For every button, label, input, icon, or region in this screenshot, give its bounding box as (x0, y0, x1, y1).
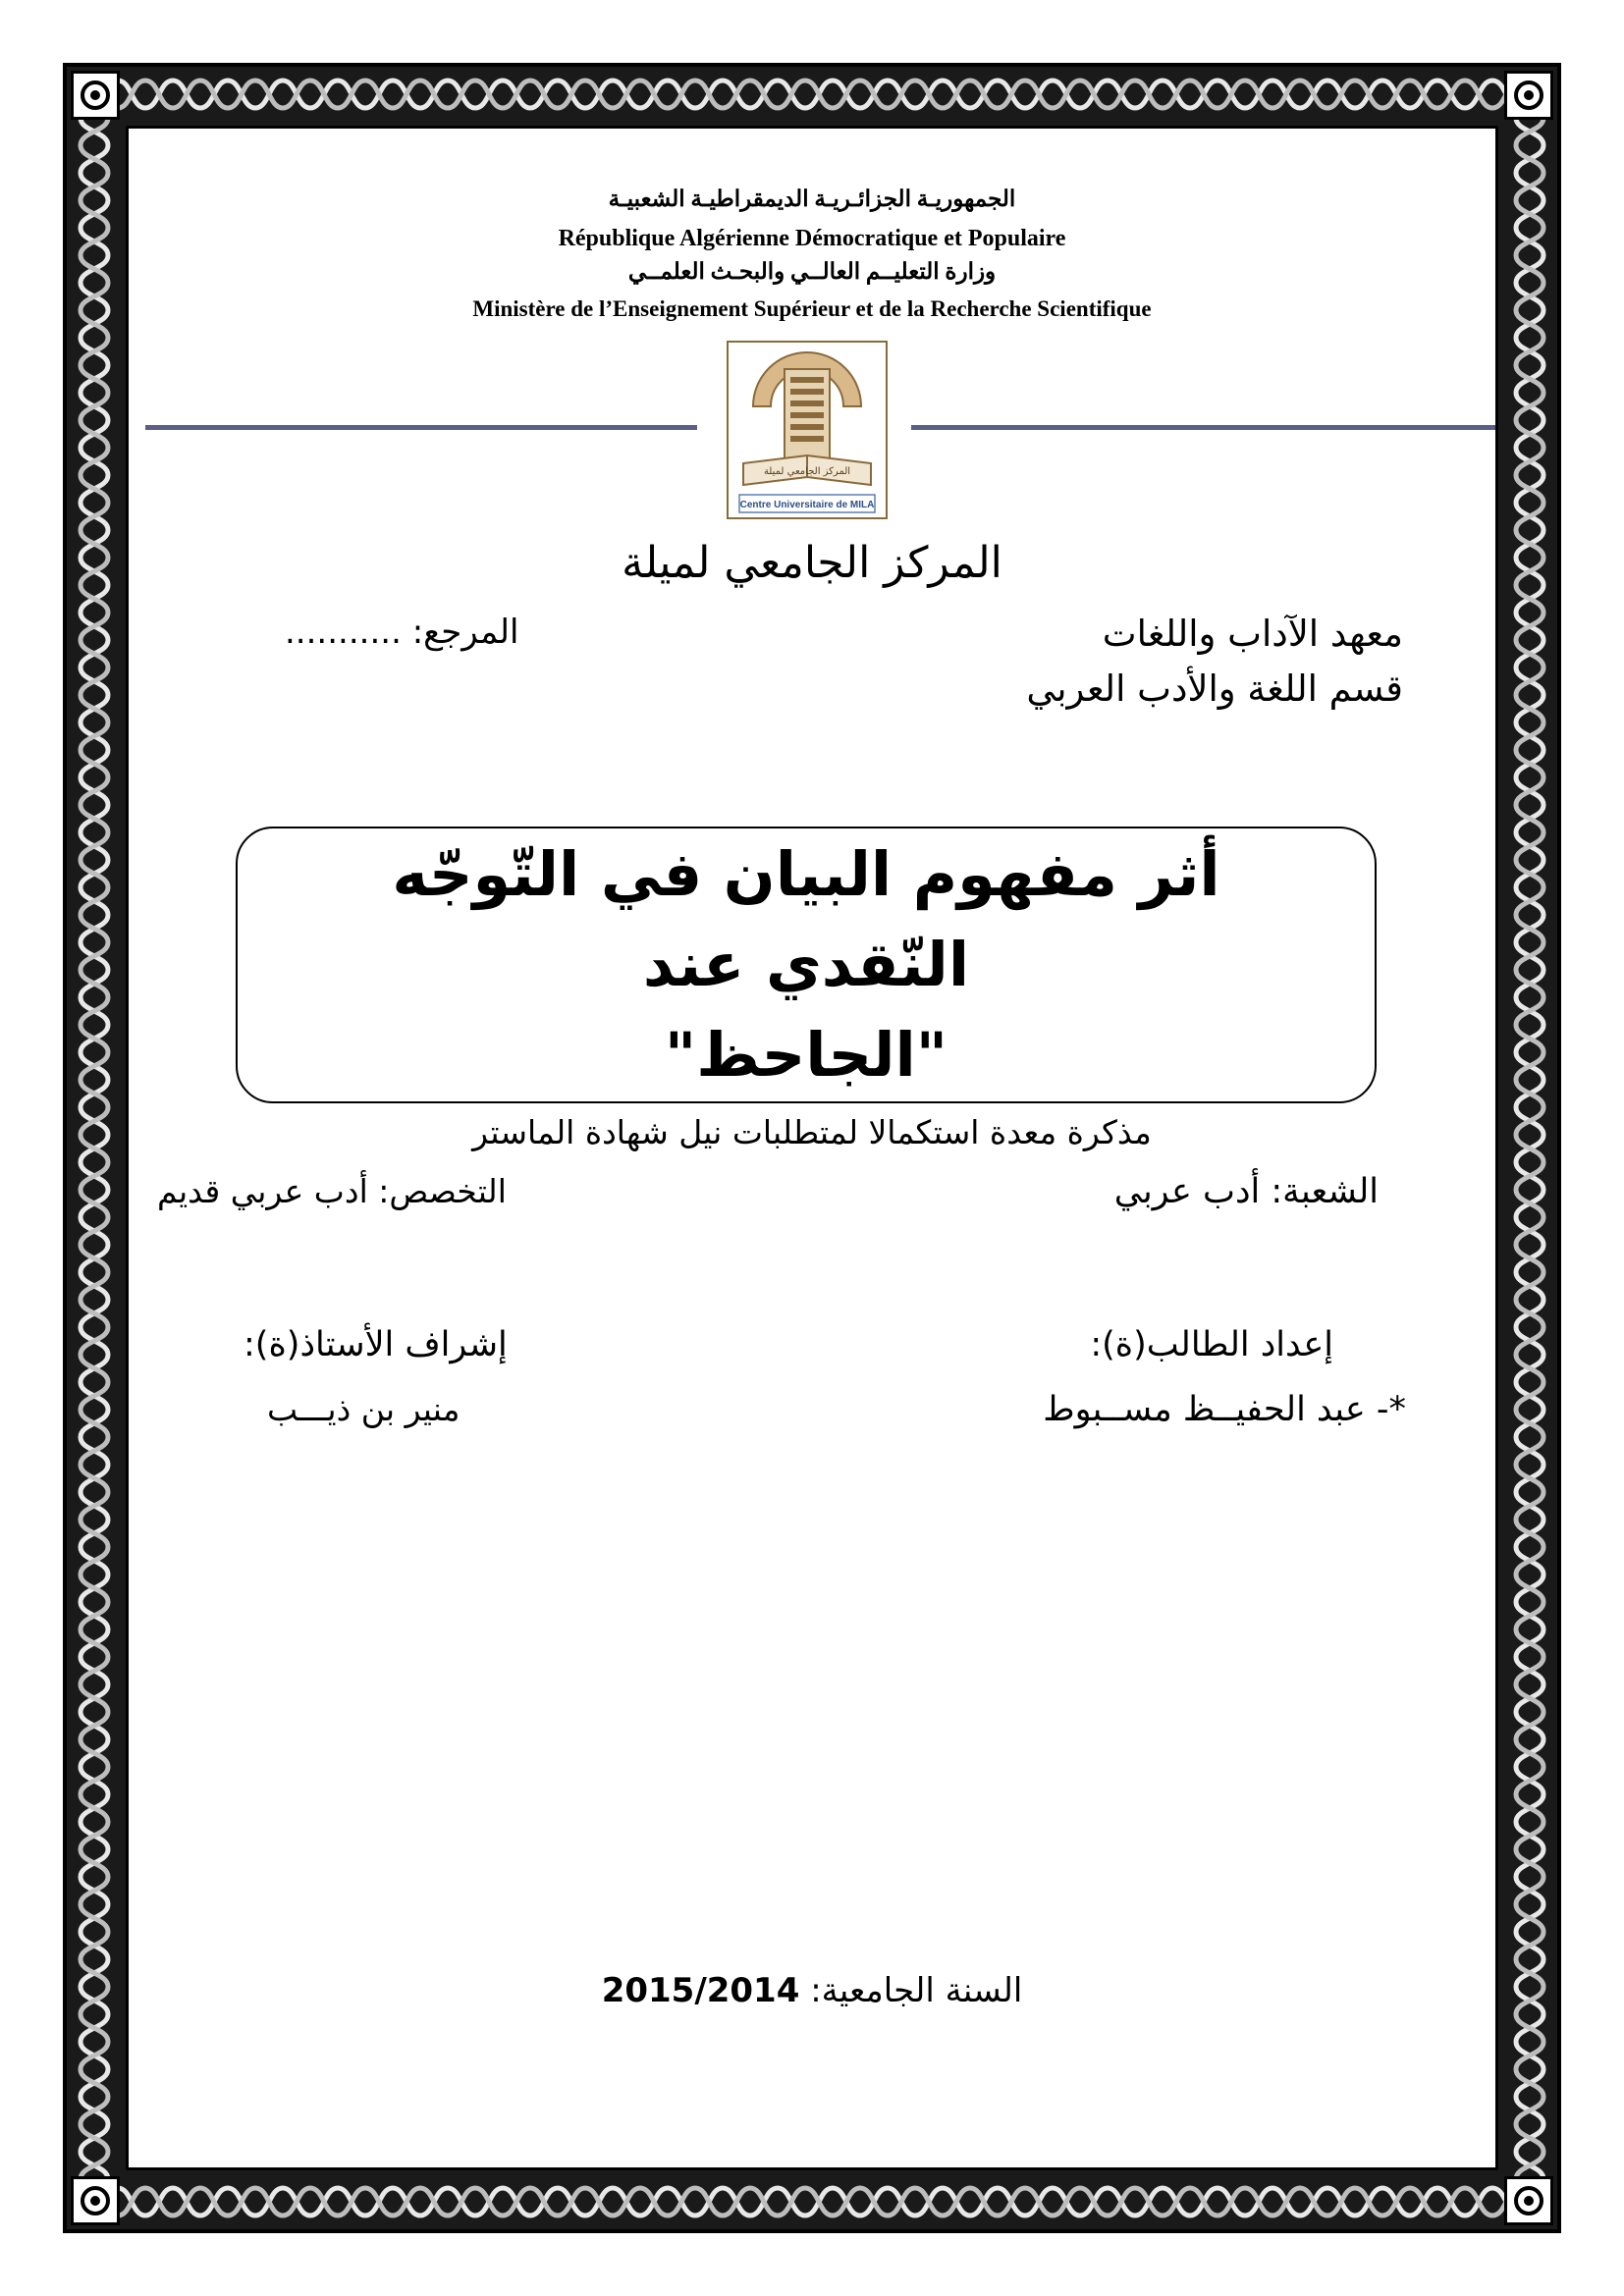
thesis-subtitle: مذكرة معدة استكمالا لمتطلبات نيل شهادة الماستر (472, 1113, 1152, 1151)
supervisor-label: إشراف الأستاذ(ة): (244, 1325, 508, 1364)
ministry-french: Ministère de l’Enseignement Supérieur et de la Recherche Scientifique (472, 296, 1152, 321)
border-corner-ornament (1504, 2176, 1553, 2225)
thesis-title-line-1: أثر مفهوم البيان في التّوجّه النّقدي عند (392, 838, 1220, 1000)
academic-year-value: 2015/2014 (601, 1971, 800, 2010)
institute-name: معهد الآداب واللغات (1102, 613, 1403, 655)
university-logo (724, 338, 891, 524)
border-corner-ornament (71, 2176, 120, 2225)
student-label: إعداد الطالب(ة): (1090, 1325, 1333, 1364)
thesis-title-box (236, 827, 1377, 1103)
logo-book-text: المركز الجامعي لميلة (763, 466, 851, 477)
border-braid-top (118, 71, 1506, 118)
institution-name: المركز الجامعي لميلة (622, 538, 1002, 588)
specialty-field: التخصص: أدب عربي قديم (157, 1172, 507, 1210)
ministry-arabic: وزارة التعليــم العالــي والبحـث العلمــي (627, 259, 997, 284)
supervisor-name: منير بن ذيـــب (267, 1390, 460, 1428)
header-divider-left (145, 425, 697, 430)
header-divider-right (911, 425, 1495, 430)
republic-arabic: الجمهوريـة الجزائـريـة الديمقراطيـة الشعبيـة (608, 187, 1016, 211)
thesis-title-line-2: "الجاحظ" (664, 1019, 948, 1091)
branch-field: الشعبة: أدب عربي (1113, 1172, 1379, 1211)
border-corner-ornament (1504, 71, 1553, 120)
academic-year-label: السنة الجامعية: (810, 1971, 1023, 2010)
border-braid-bottom (118, 2178, 1506, 2225)
academic-year (0, 1971, 1624, 2010)
border-corner-ornament (71, 71, 120, 120)
republic-french: République Algérienne Démocratique et Populaire (558, 226, 1066, 251)
thesis-title (286, 829, 1326, 1100)
student-name: *- عبد الحفيــظ مســبوط (1043, 1390, 1406, 1429)
reference-number: المرجع: ........... (285, 613, 519, 652)
logo-caption: Centre Universitaire de MILA (739, 500, 875, 510)
department-name: قسم اللغة والأدب العربي (1026, 667, 1403, 710)
